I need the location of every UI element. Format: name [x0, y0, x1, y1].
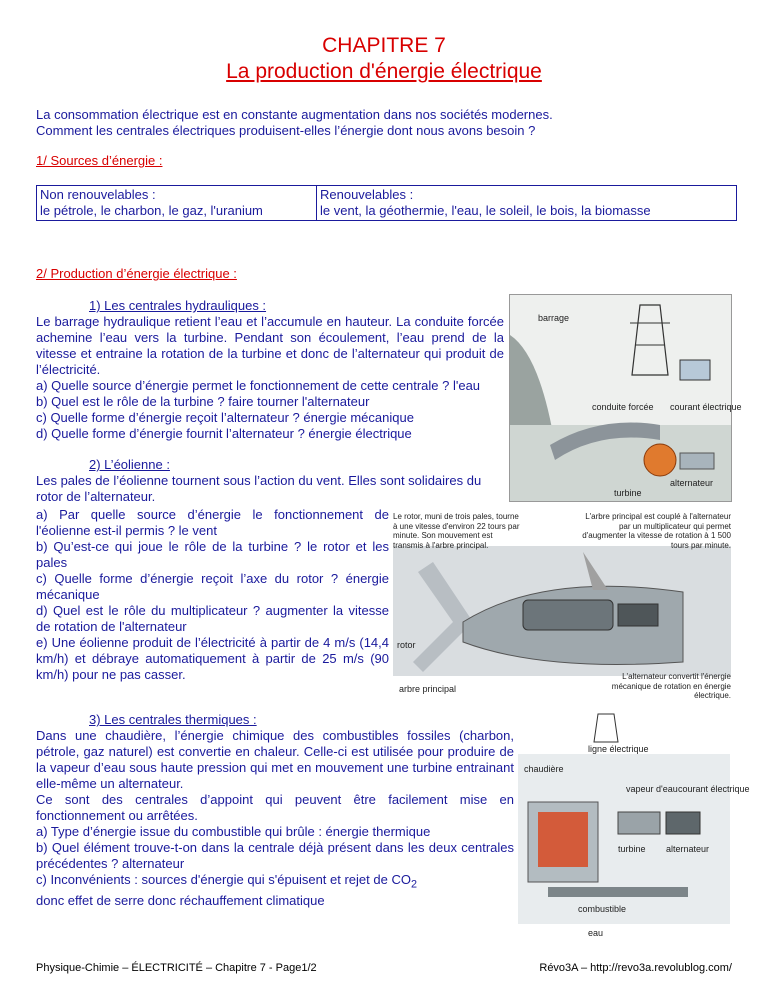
wind-intro: Les pales de l’éolienne tournent sous l’action du vent. Elles sont solidaires du rotor de l’alternateur. — [36, 473, 482, 504]
wind-qb: b) Qu’est-ce qui joue le rôle de la turbine ? le rotor et les pales — [36, 539, 389, 570]
hydro-label-conduite: conduite forcée — [592, 402, 654, 412]
hydro-text: Le barrage hydraulique retient l’eau et l’accumule en hauteur. La conduite forcée achemine l’eau vers la turbine. Pendant son écoulement, l’eau prend de la vitesse et entraine la rotation de la turbine et donc de l’alternateur qui produit de l’électricité. — [36, 314, 504, 377]
thermal-label-alternateur: alternateur — [666, 844, 710, 854]
wind-qa: a) Par quelle source d’énergie le fonctionnement de l'éolienne est-il permis ? le vent — [36, 507, 389, 538]
thermal-block — [36, 728, 514, 909]
wind-label-arbre: arbre principal — [399, 684, 457, 694]
hydro-qb: b) Quel est le rôle de la turbine ? faire tourner l'alternateur — [36, 394, 370, 409]
non-renewable-heading: Non renouvelables : — [40, 187, 156, 202]
wind-block — [36, 507, 389, 683]
wind-qd: d) Quel est le rôle du multiplicateur ? augmenter la vitesse de rotation de l'alternateur — [36, 603, 389, 634]
hydro-label-alternateur: alternateur — [670, 478, 714, 488]
wind-note-alternateur: L'alternateur convertit l'énergie mécanique de rotation en énergie électrique. — [611, 672, 731, 700]
thermal-text-2: Ce sont des centrales d’appoint qui peuvent être facilement mise en fonctionnement ou arrêtées. — [36, 792, 514, 823]
thermal-label-turbine: turbine — [618, 844, 646, 854]
thermal-qb: b) Quel élément trouve-t-on dans la centrale déjà présent dans les deux centrales précédentes ? alternateur — [36, 840, 514, 871]
thermal-heading: 3) Les centrales thermiques : — [89, 712, 257, 727]
thermal-qc-2: donc effet de serre donc réchauffement climatique — [36, 892, 325, 908]
thermal-qc: c) Inconvénients : sources d'énergie qui s'épuisent et rejet de $CO_2$ — [36, 872, 417, 891]
renewable-cell — [317, 186, 737, 221]
hydro-label-turbine: turbine — [614, 488, 642, 498]
hydro-qc: c) Quelle forme d’énergie reçoit l’alternateur ? énergie mécanique — [36, 410, 414, 425]
hydro-block — [36, 314, 504, 442]
renewable-heading: Renouvelables : — [320, 187, 414, 202]
hydro-label-barrage: barrage — [538, 313, 570, 323]
energy-sources-table — [36, 185, 737, 221]
section-1-heading: 1/ Sources d’énergie : — [36, 153, 163, 168]
hydro-label-courant: courant électrique — [670, 402, 742, 412]
wind-qc: c) Quelle forme d’énergie reçoit l’axe du rotor ? énergie mécanique — [36, 571, 389, 602]
thermal-label-vapeur: vapeur d'eau — [626, 784, 678, 794]
intro-line-1: La consommation électrique est en constante augmentation dans nos sociétés modernes. — [36, 107, 553, 122]
thermal-label-combustible: combustible — [578, 904, 627, 914]
hydro-qd: d) Quelle forme d’énergie fournit l’alternateur ? énergie électrique — [36, 426, 412, 441]
non-renewable-cell — [37, 186, 317, 221]
wind-note-arbre: L'arbre principal est couplé à l'alternateur par un multiplicateur qui permet d'augmenter la vitesse de rotation à 1 500 tours par minute. — [582, 512, 731, 550]
hydro-heading: 1) Les centrales hydrauliques : — [89, 298, 267, 313]
footer-right: Révo3A – http://revo3a.revolublog.com/ — [539, 962, 732, 974]
thermal-qa: a) Type d’énergie issue du combustible qui brûle : énergie thermique — [36, 824, 431, 839]
footer-left: Physique-Chimie – ÉLECTRICITÉ – Chapitre 7 - Page1/2 — [36, 962, 317, 974]
chapter-title: CHAPITRE 7 — [322, 34, 446, 57]
thermal-label-ligne: ligne électrique — [588, 744, 649, 754]
intro-line-2: Comment les centrales électriques produisent-elles l’énergie dont nous avons besoin ? — [36, 123, 536, 138]
thermal-label-courant: courant électrique — [678, 784, 750, 794]
page-title: La production d'énergie électrique — [226, 60, 542, 83]
wind-figure — [393, 512, 731, 702]
wind-note-rotor: Le rotor, muni de trois pales, tourne à une vitesse d'environ 22 tours par minute. Son mouvement est transmis à l'arbre principal. — [393, 512, 520, 550]
intro — [36, 107, 736, 139]
thermal-text: Dans une chaudière, l’énergie chimique des combustibles fossiles (charbon, pétrole, gaz naturel) est convertie en chaleur. Celle-ci est utilisée pour produire de la vapeur d’eau sous haute pression qui met en mouvement une turbine entrainant elle-même un alternateur. — [36, 728, 514, 791]
thermal-label-eau: eau — [588, 928, 604, 938]
section-2-heading: 2/ Production d’énergie électrique : — [36, 266, 237, 281]
hydro-figure — [509, 294, 742, 502]
non-renewable-list: le pétrole, le charbon, le gaz, l'uranium — [40, 203, 263, 218]
co2-subscript: 2 — [410, 878, 417, 891]
wind-heading: 2) L’éolienne : — [89, 457, 170, 472]
thermal-figure — [518, 712, 750, 942]
thermal-label-chaudiere: chaudière — [524, 764, 564, 774]
wind-qe: e) Une éolienne produit de l’électricité à partir de 4 m/s (14,4 km/h) et débraye automatiquement à partir de 25 m/s (90 km/h) pour ne pas casser. — [36, 635, 389, 682]
wind-label-rotor: rotor — [397, 640, 416, 650]
hydro-qa: a) Quelle source d’énergie permet le fonctionnement de cette centrale ? l'eau — [36, 378, 481, 393]
renewable-list: le vent, la géothermie, l'eau, le soleil, le bois, la biomasse — [320, 203, 651, 218]
